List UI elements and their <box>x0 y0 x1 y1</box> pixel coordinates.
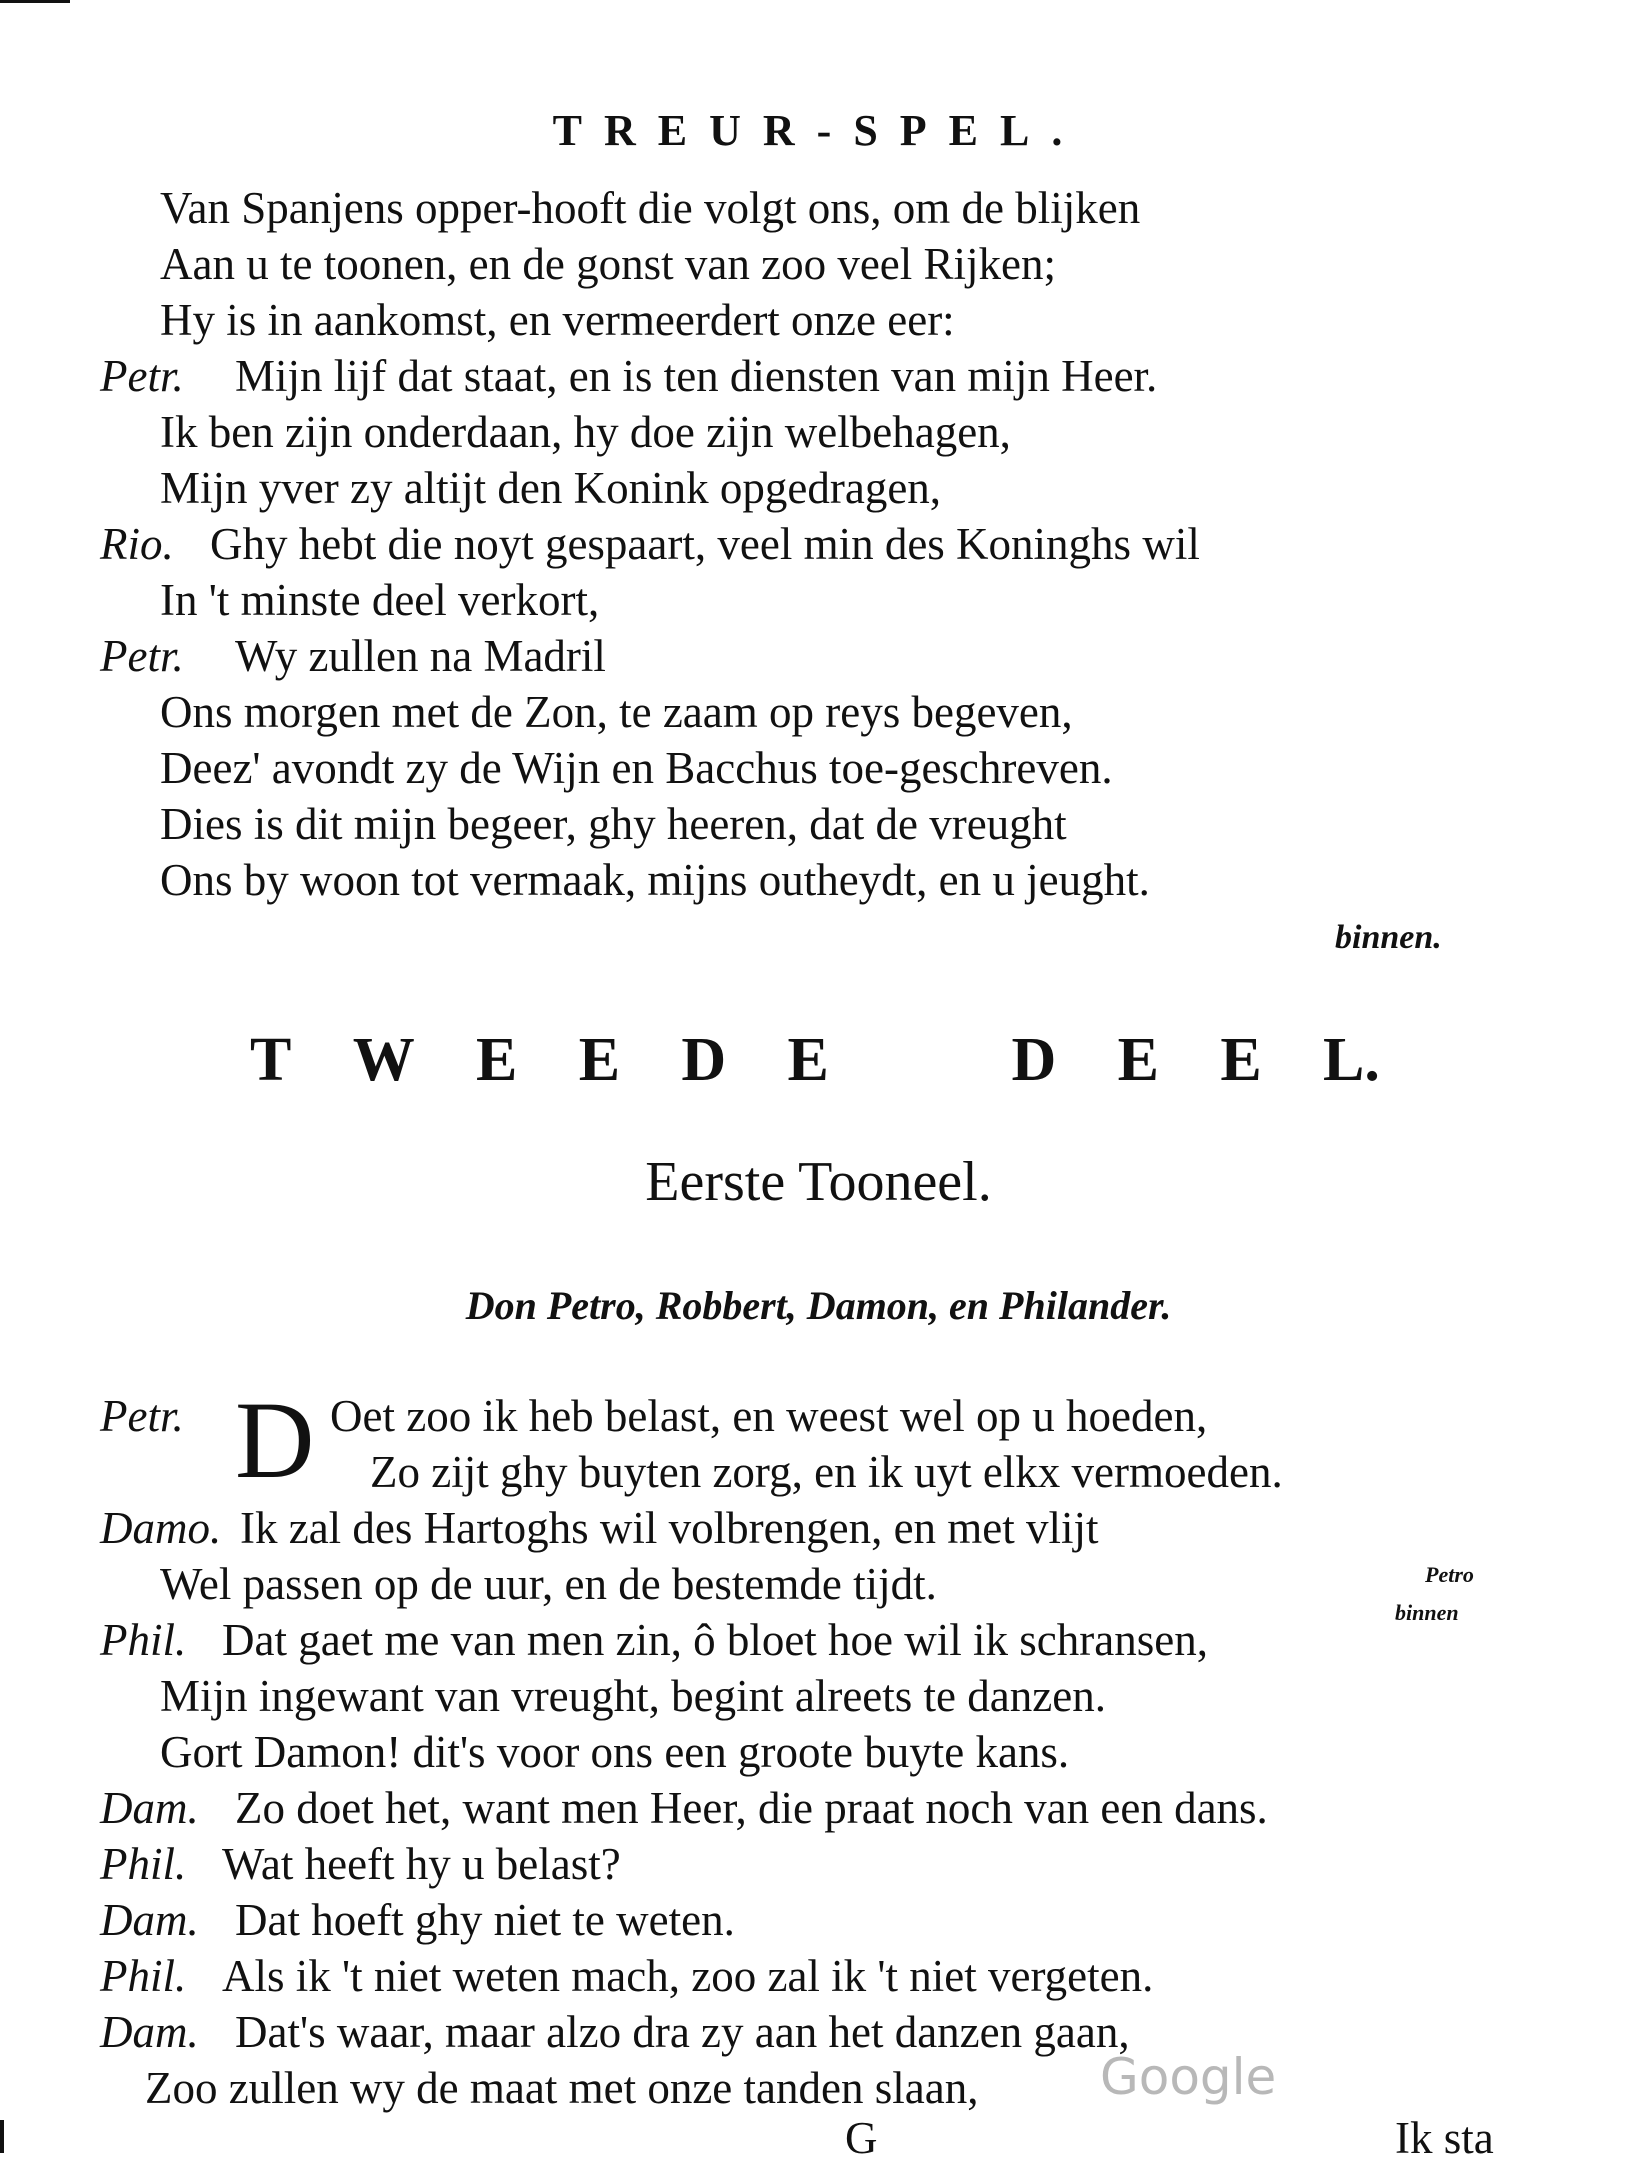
catchword: Ik sta <box>1395 2113 1494 2163</box>
speaker-label: Dam. <box>100 2007 199 2057</box>
side-note: binnen <box>1395 1600 1459 1625</box>
verse-line: Dat hoeft ghy niet te weten. <box>235 1895 735 1945</box>
speaker-label: Phil. <box>100 1951 187 2001</box>
verse-line: Zo zijt ghy buyten zorg, en ik uyt elkx vermoeden. <box>370 1447 1283 1497</box>
act-title-letter: E <box>476 1026 518 1094</box>
verse-line: Mijn lijf dat staat, en is ten diensten van mijn Heer. <box>235 351 1158 401</box>
act-title-letter: D <box>681 1026 727 1094</box>
verse-line: Ons by woon tot vermaak, mijns outheydt, en u jeught. <box>160 855 1150 905</box>
act-title-letter: E <box>1117 1026 1159 1094</box>
act-title <box>250 1025 1380 1096</box>
speaker-label: Phil. <box>100 1839 187 1889</box>
speaker-label: Petr. <box>100 1391 184 1441</box>
cast-list: Don Petro, Robbert, Damon, en Philander. <box>465 1283 1172 1328</box>
verse-line: Dat's waar, maar alzo dra zy aan het danzen gaan, <box>235 2007 1130 2057</box>
page-edge-mark <box>0 2120 4 2153</box>
verse-line: Wat heeft hy u belast? <box>222 1839 621 1889</box>
drop-cap: D <box>235 1379 315 1501</box>
verse-line: Mijn yver zy altijt den Konink opgedragen, <box>160 463 942 513</box>
side-note: Petro <box>1425 1562 1474 1587</box>
stage-direction: binnen. <box>1335 919 1442 956</box>
speaker-label: Dam. <box>100 1895 199 1945</box>
verse-line: Van Spanjens opper-hooft die volgt ons, om de blijken <box>160 183 1141 233</box>
verse-line: Dies is dit mijn begeer, ghy heeren, dat de vreught <box>160 799 1067 849</box>
verse-line: Ik ben zijn onderdaan, hy doe zijn welbehagen, <box>160 407 1011 457</box>
page-edge-mark <box>0 0 70 3</box>
verse-line: Mijn ingewant van vreught, begint alreets te danzen. <box>160 1671 1106 1721</box>
act-title-letter: T <box>250 1026 292 1094</box>
verse-line: Oet zoo ik heb belast, en weest wel op u hoeden, <box>330 1391 1208 1441</box>
verse-line: Deez' avondt zy de Wijn en Bacchus toe-geschreven. <box>160 743 1113 793</box>
verse-line: Zoo zullen wy de maat met onze tanden slaan, <box>145 2063 979 2113</box>
act-title-letter: E <box>1220 1026 1262 1094</box>
act-title-letter: L. <box>1323 1026 1380 1094</box>
verse-line: In 't minste deel verkort, <box>160 575 600 625</box>
signature-mark: G <box>845 2113 878 2163</box>
running-title: TREUR-SPEL. <box>552 106 1085 155</box>
verse-line: Hy is in aankomst, en vermeerdert onze eer: <box>160 295 955 345</box>
verse-line: Wel passen op de uur, en de bestemde tijdt. <box>160 1559 937 1609</box>
verse-line: Zo doet het, want men Heer, die praat noch van een dans. <box>235 1783 1268 1833</box>
scene-title: Eerste Tooneel. <box>645 1151 992 1213</box>
speaker-label: Dam. <box>100 1783 199 1833</box>
speaker-label: Damo. <box>100 1503 222 1553</box>
act-title-letter: D <box>1011 1026 1057 1094</box>
verse-line: Aan u te toonen, en de gonst van zoo veel Rijken; <box>160 239 1057 289</box>
verse-line: Ons morgen met de Zon, te zaam op reys begeven, <box>160 687 1073 737</box>
verse-line: Als ik 't niet weten mach, zoo zal ik 't niet vergeten. <box>222 1951 1154 2001</box>
verse-line: Dat gaet me van men zin, ô bloet hoe wil ik schransen, <box>222 1615 1208 1665</box>
speaker-label: Petr. <box>100 631 184 681</box>
speaker-label: Petr. <box>100 351 184 401</box>
verse-line: Ik zal des Hartoghs wil volbrengen, en met vlijt <box>240 1503 1099 1553</box>
verse-line: Ghy hebt die noyt gespaart, veel min des Koninghs wil <box>210 519 1200 569</box>
speaker-label: Phil. <box>100 1615 187 1665</box>
act-title-letter: E <box>578 1026 621 1094</box>
watermark: Google <box>1100 2048 1277 2106</box>
speaker-label: Rio. <box>100 519 174 569</box>
act-title-letter: W <box>352 1026 415 1094</box>
act-title-letter: E <box>787 1026 829 1094</box>
verse-line: Wy zullen na Madril <box>235 631 606 681</box>
verse-line: Gort Damon! dit's voor ons een groote buyte kans. <box>160 1727 1070 1777</box>
